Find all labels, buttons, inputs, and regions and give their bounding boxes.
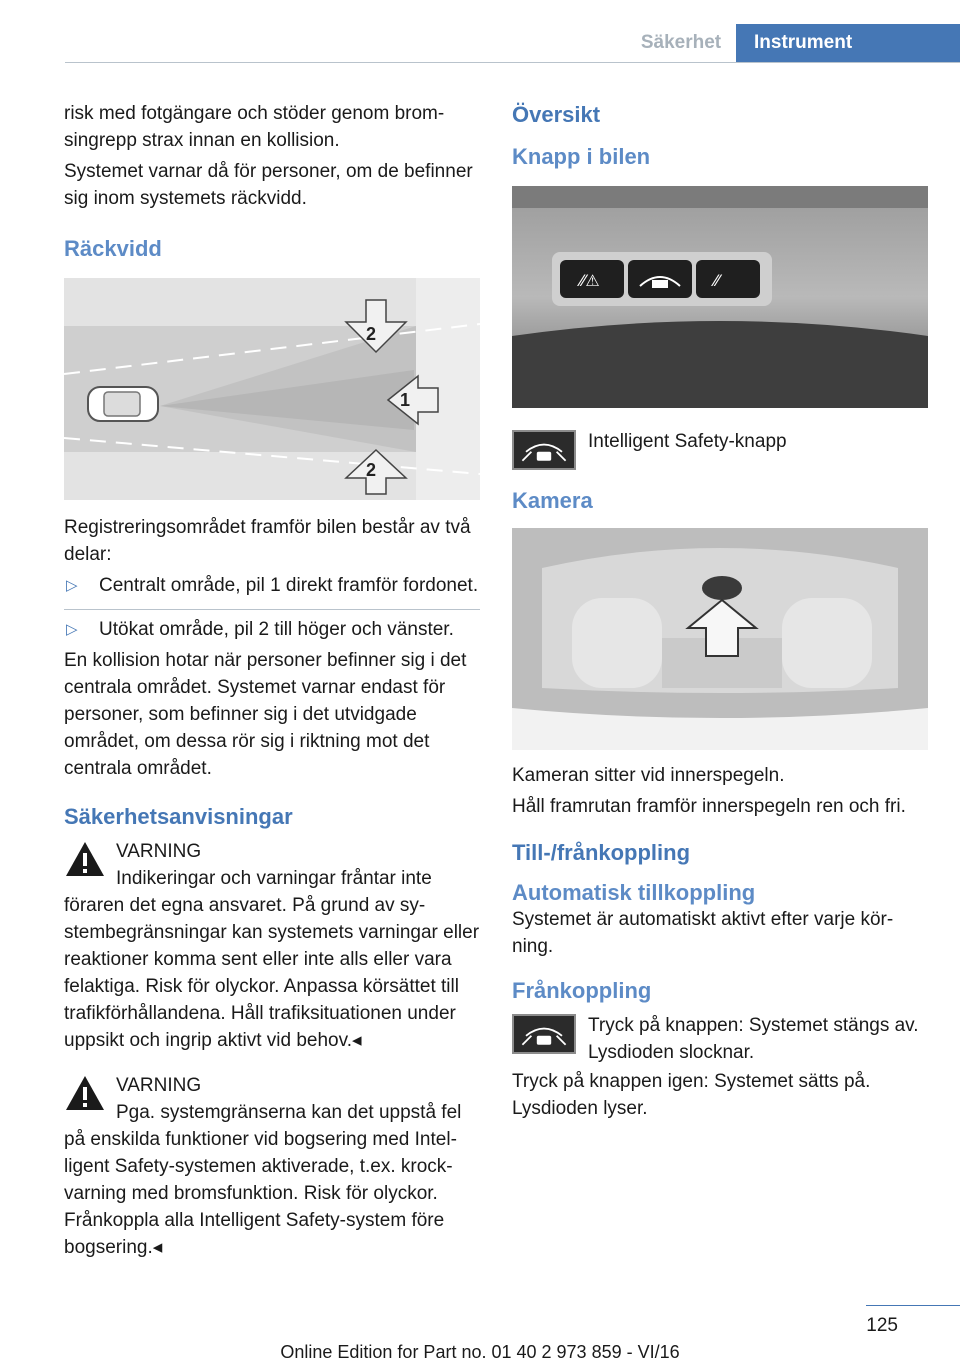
right-column bbox=[512, 100, 928, 1126]
range-diagram bbox=[64, 278, 480, 500]
button-photo bbox=[512, 186, 928, 408]
intro-paragraph-2: Systemet varnar då för personer, om de befinner sig inom systemets räckvidd. bbox=[64, 161, 473, 209]
collision-paragraph: En kollision hotar när personer befinner sig i det centrala området. Systemet varnar endast för personer, som befinner sig i det utvidgade området, om dessa rör sig i riktning mot det centrala området. bbox=[64, 650, 467, 779]
warning-first-line: Indikeringar och varningar fråntar inte bbox=[116, 868, 432, 889]
camera-photo bbox=[512, 528, 928, 750]
camera-paragraph-1: Kameran sitter vid innerspegeln. bbox=[512, 765, 785, 786]
warning-title: VARNING bbox=[116, 1075, 202, 1096]
heading-camera: Kamera bbox=[512, 488, 593, 513]
area-list-2 bbox=[64, 616, 480, 643]
triangle-bullet-icon: ▷ bbox=[66, 577, 78, 594]
warning-triangle-icon bbox=[64, 840, 106, 878]
intro-paragraph-1: risk med fotgängare och stöder genom bromsingrepp strax innan en kollision. bbox=[64, 103, 445, 151]
heading-overview: Översikt bbox=[512, 102, 601, 127]
heading-off: Frånkoppling bbox=[512, 978, 652, 1003]
area-list bbox=[64, 572, 480, 599]
label-2-bottom: 2 bbox=[366, 460, 377, 480]
warning-triangle-icon bbox=[64, 1074, 106, 1112]
heading-safety: Säkerhetsanvisningar bbox=[64, 804, 293, 829]
off-instruction-text: Tryck på knappen: Systemet stängs av. Lysdioden slocknar. bbox=[588, 1015, 919, 1063]
list-item: ▷ Utökat område, pil 2 till höger och vänster. bbox=[64, 616, 480, 643]
car-icon bbox=[88, 387, 158, 421]
warning-text: på enskilda funktioner vid bogsering med Intelligent Safety-systemen aktiverade, t.ex. krockvarning med bromsfunktion. Risk för olyckor. Frånkoppla alla Intelligent Safety-system före bogsering.◂ bbox=[64, 1129, 457, 1258]
warning-block-1 bbox=[64, 838, 480, 1054]
heading-button: Knapp i bilen bbox=[512, 144, 651, 169]
intelligent-safety-button-icon bbox=[512, 430, 576, 470]
edition-footer: Online Edition for Part no. 01 40 2 973 859 - VI/16 bbox=[280, 1342, 680, 1362]
label-1: 1 bbox=[400, 390, 411, 410]
heading-on-off: Till-/frånkoppling bbox=[512, 840, 691, 865]
camera-paragraph-2: Håll framrutan framför innerspegeln ren och fri. bbox=[512, 796, 906, 817]
svg-text:⁄⁄⚠: ⁄⁄⚠ bbox=[580, 271, 600, 290]
intelligent-safety-label: Intelligent Safety-knapp bbox=[588, 431, 787, 452]
bullet-divider bbox=[64, 609, 480, 610]
off-instruction-row bbox=[512, 1012, 928, 1068]
heading-range: Räckvidd bbox=[64, 236, 162, 261]
heading-auto-on: Automatisk tillkoppling bbox=[512, 880, 756, 905]
list-item: ▷ Centralt område, pil 1 direkt framför fordonet. bbox=[64, 572, 480, 599]
auto-on-paragraph: Systemet är automatiskt aktivt efter varje körning. bbox=[512, 909, 894, 957]
on-again-paragraph: Tryck på knappen igen: Systemet sätts på. Lysdioden lyser. bbox=[512, 1071, 871, 1119]
area-paragraph: Registreringsområdet framför bilen består av två delar: bbox=[64, 517, 471, 565]
intelligent-safety-button-icon bbox=[512, 1014, 576, 1054]
tab-sakerhet[interactable]: Säkerhet bbox=[640, 32, 722, 53]
tab-instrument[interactable]: Instrument bbox=[736, 24, 960, 62]
footer-divider bbox=[866, 1305, 960, 1306]
warning-text: föraren det egna ansvaret. På grund av systembegränsningar kan systemets varningar eller reaktioner komma sent eller inte alls eller vara felaktiga. Risk för olyckor. Anpassa körsättet till trafikförhållandena. Håll trafiksituationen under uppsikt och ingrip aktivt vid behov.◂ bbox=[64, 895, 480, 1051]
button-legend-row bbox=[512, 428, 928, 476]
warning-block-2 bbox=[64, 1072, 480, 1261]
svg-text:⁄⁄: ⁄⁄ bbox=[714, 271, 720, 290]
triangle-bullet-icon: ▷ bbox=[66, 621, 78, 638]
warning-first-line: Pga. systemgränserna kan det uppstå fel bbox=[116, 1102, 462, 1123]
left-column bbox=[64, 100, 480, 1265]
label-2-top: 2 bbox=[366, 324, 377, 344]
header-divider bbox=[65, 62, 960, 63]
warning-title: VARNING bbox=[116, 841, 202, 862]
page-number: 125 bbox=[866, 1315, 898, 1336]
